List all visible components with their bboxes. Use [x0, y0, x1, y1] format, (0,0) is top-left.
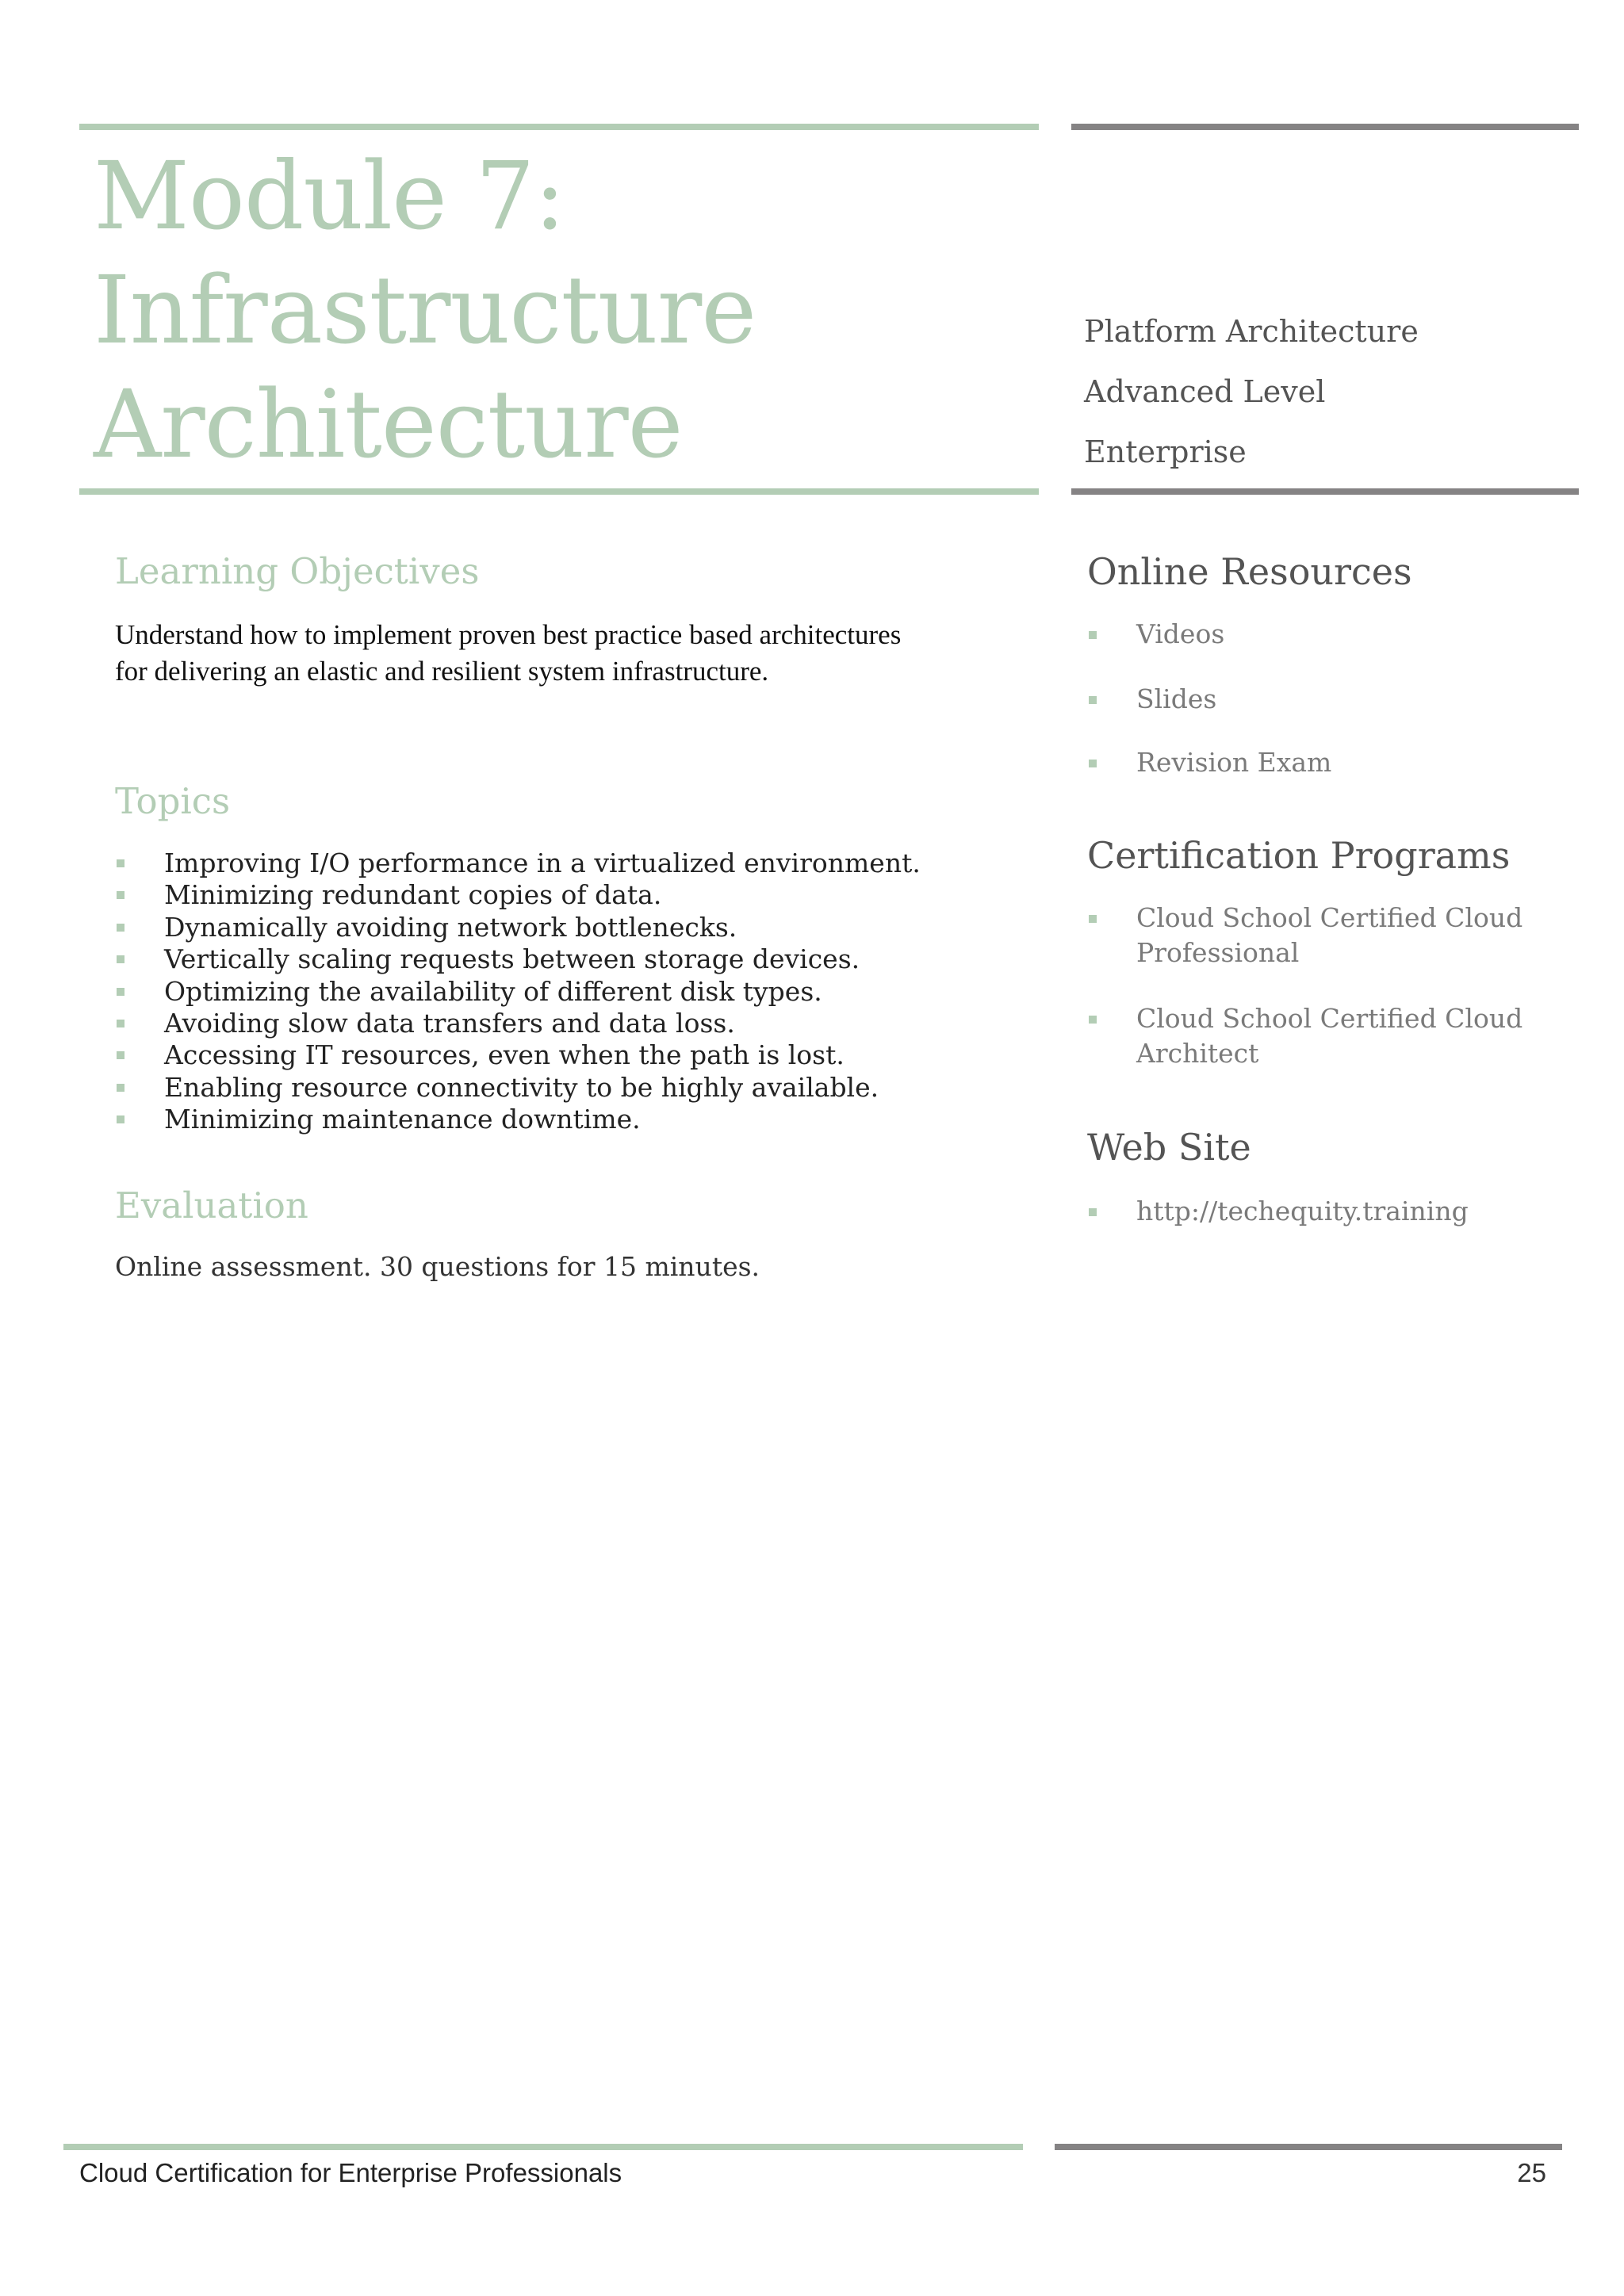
resource-item-label[interactable]: Videos: [1136, 618, 1225, 649]
resource-item-label[interactable]: Revision Exam: [1136, 747, 1332, 778]
online-resources-list: [1087, 617, 1331, 780]
square-bullet-icon: [117, 891, 124, 899]
topic-item-text: Optimizing the availability of different disk types.: [164, 975, 822, 1007]
title-top-rule: [79, 124, 1039, 130]
topic-item-text: Vertically scaling requests between storage devices.: [164, 943, 860, 975]
certification-item-line-2: Professional: [1136, 937, 1300, 968]
square-bullet-icon: [117, 859, 124, 867]
topic-item: [115, 879, 921, 911]
topic-item: [115, 848, 921, 879]
meta-edition: Enterprise: [1084, 434, 1247, 469]
module-title-line-2: Infrastructure: [94, 255, 756, 365]
evaluation-heading: Evaluation: [115, 1184, 308, 1226]
learning-objectives-heading: Learning Objectives: [115, 550, 480, 592]
certification-item-line-2: Architect: [1136, 1038, 1259, 1069]
module-title-line-1: Module 7:: [94, 141, 565, 251]
online-resources-heading: Online Resources: [1087, 550, 1412, 593]
evaluation-text: Online assessment. 30 questions for 15 minutes.: [115, 1251, 760, 1282]
topic-item: [115, 912, 921, 943]
web-site-item: [1087, 1194, 1469, 1229]
topic-item: [115, 943, 921, 975]
meta-bottom-rule: [1071, 488, 1579, 495]
footer-title: Cloud Certification for Enterprise Professionals: [79, 2158, 622, 2187]
topics-list: [115, 848, 921, 1136]
web-site-heading: Web Site: [1087, 1126, 1251, 1169]
resource-item-slides[interactable]: [1087, 682, 1331, 717]
meta-track: Platform Architecture: [1084, 314, 1419, 349]
square-bullet-icon: [117, 1051, 124, 1059]
certification-programs-heading: Certification Programs: [1087, 834, 1511, 877]
meta-level: Advanced Level: [1084, 374, 1326, 409]
topic-item-text: Minimizing redundant copies of data.: [164, 879, 662, 911]
topic-item-text: Dynamically avoiding network bottlenecks.: [164, 911, 737, 943]
topic-item: [115, 976, 921, 1008]
square-bullet-icon: [1089, 1016, 1097, 1024]
topic-item: [115, 1072, 921, 1104]
page-number: 25: [1517, 2158, 1546, 2187]
certification-item-line-1: Cloud School Certified Cloud: [1136, 1003, 1523, 1034]
topic-item: [115, 1104, 921, 1135]
topic-item: [115, 1039, 921, 1071]
resource-item-revision-exam[interactable]: [1087, 745, 1331, 780]
learning-objectives-text: Understand how to implement proven best practice based architectures for delivering an elastic and resilient system infrastructure.: [115, 619, 902, 687]
certification-item: [1087, 1001, 1522, 1071]
certification-item: [1087, 901, 1522, 970]
resource-item-videos[interactable]: [1087, 617, 1331, 652]
web-site-list: [1087, 1194, 1469, 1229]
topic-item-text: Accessing IT resources, even when the path is lost.: [164, 1039, 845, 1071]
topic-item: [115, 1008, 921, 1039]
web-site-link[interactable]: http://techequity.training: [1136, 1196, 1469, 1226]
square-bullet-icon: [1089, 696, 1097, 704]
module-title-line-3: Architecture: [94, 369, 683, 479]
square-bullet-icon: [1089, 915, 1097, 923]
footer-right-rule: [1055, 2144, 1562, 2150]
footer-left-rule: [63, 2144, 1023, 2150]
topic-item-text: Minimizing maintenance downtime.: [164, 1104, 641, 1135]
square-bullet-icon: [1089, 631, 1097, 639]
square-bullet-icon: [1089, 1208, 1097, 1216]
topic-item-text: Improving I/O performance in a virtualized environment.: [164, 848, 921, 878]
square-bullet-icon: [117, 955, 124, 963]
topic-item-text: Enabling resource connectivity to be highly available.: [164, 1071, 879, 1103]
square-bullet-icon: [1089, 760, 1097, 767]
topics-heading: Topics: [115, 780, 231, 822]
square-bullet-icon: [117, 988, 124, 996]
square-bullet-icon: [117, 924, 124, 932]
title-bottom-rule: [79, 488, 1039, 495]
module-meta: [1084, 301, 1419, 482]
module-title: [94, 139, 1029, 481]
certification-programs-list: [1087, 901, 1522, 1071]
meta-top-rule: [1071, 124, 1579, 130]
topic-item-text: Avoiding slow data transfers and data loss.: [164, 1008, 735, 1039]
square-bullet-icon: [117, 1084, 124, 1092]
square-bullet-icon: [117, 1115, 124, 1123]
certification-item-line-1: Cloud School Certified Cloud: [1136, 902, 1523, 933]
square-bullet-icon: [117, 1020, 124, 1027]
resource-item-label[interactable]: Slides: [1136, 683, 1217, 714]
